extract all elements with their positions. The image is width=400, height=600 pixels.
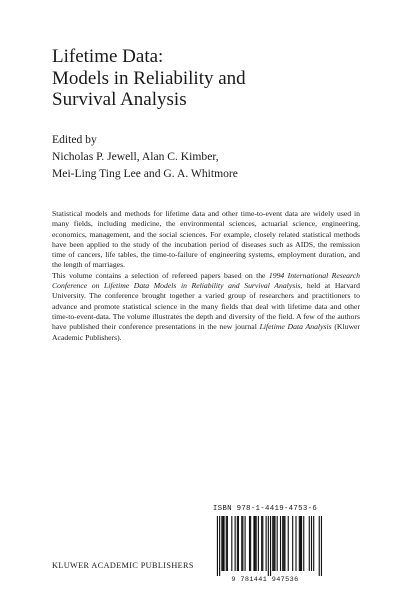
isbn-label: ISBN 978-1-4419-4753-6 — [212, 505, 318, 513]
description-paragraph — [52, 271, 360, 343]
barcode-bar — [273, 516, 274, 571]
barcode-bar — [301, 516, 302, 571]
barcode-bar — [221, 516, 222, 571]
barcode-bar — [270, 516, 271, 576]
description-text: (Kluwer Academic Publishers). — [52, 322, 360, 342]
barcode-bar — [280, 516, 281, 571]
barcode-bar — [319, 516, 320, 576]
barcode-bar — [266, 516, 267, 571]
edited-by-label: Edited by — [52, 133, 97, 146]
title-line: Lifetime Data: — [52, 46, 164, 67]
barcode-bar — [261, 516, 262, 571]
barcode-bar — [313, 516, 314, 571]
barcode-bar — [256, 516, 257, 571]
barcode-bar — [237, 516, 238, 571]
barcode-bar — [288, 516, 289, 571]
barcode-bar — [227, 516, 228, 571]
barcode-icon — [208, 516, 322, 576]
barcode-bar — [242, 516, 243, 571]
barcode-bar — [249, 516, 250, 571]
title-line: Survival Analysis — [52, 89, 187, 110]
barcode-bar — [284, 516, 285, 571]
barcode-bar — [223, 516, 224, 571]
barcode-bar — [277, 516, 278, 571]
journal-name: Lifetime Data Analysis — [259, 322, 332, 332]
editor-names-line: Mei-Ling Ting Lee and G. A. Whitmore — [52, 167, 238, 180]
barcode-bar — [283, 516, 284, 571]
barcode-bar — [245, 516, 246, 571]
barcode-bar — [222, 516, 223, 571]
barcode-bar — [300, 516, 301, 571]
description-paragraph: Statistical models and methods for lifetime data and other time-to-event data are widely used in many fields, including medicine, the environmental sciences, actuarial science, engineering, economics, management, and the social sciences. For example, closely related statistical methods have been applied to the study of the incubation period of diseases such as AIDS, the remission time of cancers, life tables, the time-to-failure of engineering systems, employment duration, and the length of marriages. — [52, 209, 360, 270]
editors-block — [52, 131, 382, 182]
barcode-bar — [311, 516, 312, 571]
barcode-bar — [303, 516, 304, 571]
description — [52, 209, 360, 343]
barcode-bar — [309, 516, 310, 571]
barcode-digits: 9 781441 947536 — [231, 576, 299, 584]
barcode-bar — [241, 516, 242, 571]
barcode-bar — [282, 516, 283, 571]
publisher-name: KLUWER ACADEMIC PUBLISHERS — [52, 561, 194, 570]
title-line: Models in Reliability and — [52, 67, 246, 89]
description-text: This volume contains a selection of refereed papers based on the — [52, 270, 269, 280]
book-title — [52, 46, 382, 111]
barcode-bar — [262, 516, 263, 571]
conference-name: 1994 International Research Conference on Lifetime Data Models in Reliability and Survival Analysis — [52, 270, 360, 291]
barcode-bar — [253, 516, 254, 571]
barcode-bar — [321, 516, 322, 576]
barcode-bar — [268, 516, 269, 576]
barcode-bar — [258, 516, 259, 571]
barcode-bar — [295, 516, 296, 571]
barcode-bar — [250, 516, 251, 571]
barcode-bar — [226, 516, 227, 571]
barcode-bar — [219, 516, 220, 576]
barcode-bar — [272, 516, 273, 571]
barcode-bar — [274, 516, 275, 571]
editor-names-line: Nicholas P. Jewell, Alan C. Kimber, — [52, 150, 219, 163]
description-text: , held at Harvard University. The conference brought together a varied group of researchers and practitioners to advance and promote statistical science in the many fields that deal with lifetime data and other time-to-event-data. The volume illustrates the depth and diversity of the field. A few of the authors have published their conference presentations in the new journal — [52, 281, 360, 332]
barcode-bar — [217, 516, 218, 576]
barcode-bar — [299, 516, 300, 571]
barcode-bar — [254, 516, 255, 571]
barcode-bar — [235, 516, 236, 571]
barcode-bar — [231, 516, 232, 571]
barcode-bar — [238, 516, 239, 571]
barcode-block — [206, 505, 324, 587]
barcode-bar — [292, 516, 293, 571]
